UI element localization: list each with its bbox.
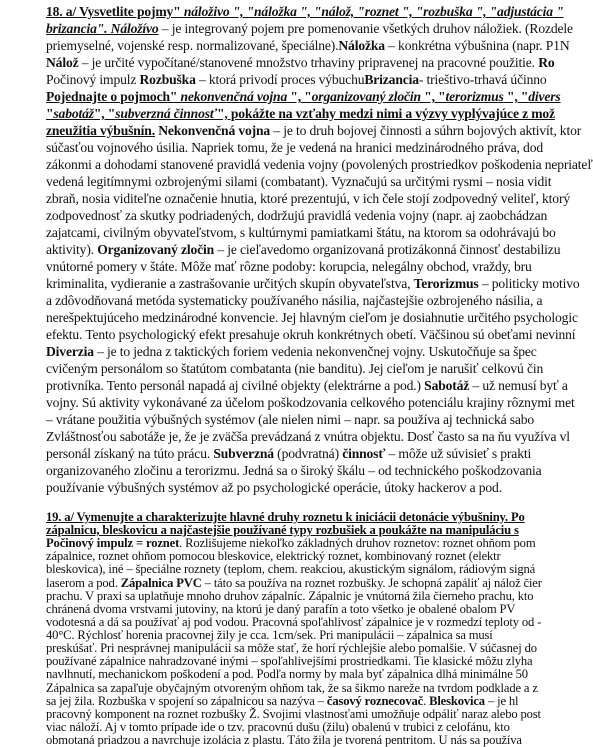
q18-line-28: organizovaného zločinu a terorizmu. Jedná sa o široký škálu – od technického poškodzovania bbox=[46, 463, 542, 478]
q18-line-19: nerešpektujúceho medzinárodné konvencie. Jej hlavným cieľom je dosiahnutie určitého psychologic bbox=[46, 310, 578, 325]
q18-line-2: brizancia". Náložívo – je integrovaný pojem pre pomenovanie všetkých druhov náložiek. (Rozdele bbox=[46, 21, 573, 36]
q18-line-21: Diverzia – je to jedna z taktických foriem vedenia nekonvenčnej vojny. Uskutočňuje sa špec bbox=[46, 344, 537, 359]
q18-line-15: aktivity). Organizovaný zločin – je cieľavedomo organizovaná protizákonná činnosť destabilizu bbox=[46, 242, 561, 257]
q18-subheading-line-1: Pojednajte o pojmoch" nekonvenčná vojna ", "organizovaný zločin ", "terorizmus ", "divers bbox=[46, 89, 561, 104]
q18-heading-line-1: 18. a/ Vysvetlite pojmy" náloživo ", "náložka ", "nálož, "roznet ", "rozbuška ", "adjustácia " bbox=[46, 4, 564, 19]
q18-line-13: zodpovednosť za skutky podriadených, dodržujú pravidlá vedenia vojny (napr. aj zaobchádzan bbox=[46, 208, 548, 223]
q19-line-10: 40°C. Rýchlosť horenia pracovnej žily je cca. 1cm/sek. Pri manipulácii – zápalnica sa musí bbox=[46, 628, 493, 643]
q19-line-3: Počinový impulz = roznet. Rozlišujeme niekoľko základných druhov roznetov: roznet ohňom pom bbox=[46, 536, 536, 551]
q18-line-23: protivníka. Tento personál napadá aj civilné objekty (elektrárne a pod.) Sabotáž – už nemusí byť a bbox=[46, 378, 568, 393]
q18-subheading-line-2: "sabotáž", "subverzná činnosť", pokážte na vzťahy medzi nimi a výzvy vyplývajúce z mož bbox=[46, 106, 555, 121]
q18-line-5: Počinový impulz Rozbuška – ktorá privodí proces výbuchuBrizancia- trieštivo-trhavá účinno bbox=[46, 72, 547, 87]
q19-line-15: sa jej žila. Rozbuška v spojení so zápalnicou sa nazýva – časový roznecovač. Bleskovica – je hl bbox=[46, 693, 519, 708]
q18-line-8: zneužitia výbušnín. Nekonvenčná vojna – je to druh bojovej činnosti a súhrn bojových aktivít, ktor bbox=[46, 123, 582, 138]
q19-line-18: obmotaná priadzou a navrchuje izolácia z plastu. Táto žila je tvorená pentritom. U nás sa používa bbox=[46, 733, 522, 747]
q18-line-4: Nálož – je určité vypočítané/stanovené množstvo trhaviny pripravenej na pracovné použitie. Ro bbox=[46, 55, 555, 70]
q19-line-16: pracovný komponent na roznet rozbušky Ž. Svojimi vlastnosťami umožňuje odpáliť naraz alebo post bbox=[46, 706, 541, 721]
q18-line-27: personál získaný na túto prácu. Subverzná (podvratná) činnosť – môže už súvisieť s prakti bbox=[46, 446, 532, 461]
q18-line-14: zajatcami, civilným obyvateľstvom, s kultúrnymi pamiatkami štátu, na ktorom sa odohrávajú bo bbox=[46, 225, 556, 240]
q19-line-5: bleskovica), iné – špeciálne roznety (teplom, chem. reakciou, akustickým signálom, rádiovým signá bbox=[46, 562, 536, 577]
q18-line-25: – vrátane použitia výbušných systémov (ale nielen nimi – napr. sa používa aj technická sabo bbox=[46, 412, 535, 427]
q19-line-7: prachu. V praxi sa uplatňuje mnoho druhov zápalníc. Zápalnic je vnútorná žila čierneho prachu, kto bbox=[46, 588, 534, 603]
q18-line-9: súčasťou vojnového úsilia. Napriek tomu, že je vedená na hranici medzinárodného práva, dod bbox=[46, 140, 543, 155]
q19-heading-line-2: zápalnicu, bleskovicu a najčastejšie používané typy rozbušiek a poukážte na manipuláciu s bbox=[46, 523, 519, 538]
q18-line-22: cvičeným personálom so štatútom combatanta (nie banditu). Jej cieľom je narušiť celkovú čin bbox=[46, 361, 544, 376]
q19-line-6: laserom a pod. Zápalnica PVC – táto sa používa na roznet rozbušky. Je schopná zapáliť aj nálož čier bbox=[46, 575, 542, 590]
q18-line-24: vojny. Sú aktivity vykonávané za účelom poškodzovania celkového potenciálu krajiny rôznymi met bbox=[46, 395, 575, 410]
q19-line-11: preskúšať. Pri nesprávnej manipulácii sa môže stať, že horí rýchlejšie alebo pomalšie. V súčasnej do bbox=[46, 641, 537, 656]
q18-line-3: priemyselné, vojenské resp. normalizované, špeciálne).Náložka – konkrétna výbušnina (napr. P1N bbox=[46, 38, 570, 53]
q19-line-14: Zápalnica sa zapaľuje obyčajným otvoreným ohňom tak, že sa šikmo nareže na tvrdom podklade a z bbox=[46, 680, 538, 695]
q19-line-17: viac náloží. Aj v tomto prípade ide o tzv. pracovnú dušu (žilu) obalenú v trubici z celofánu, kto bbox=[46, 719, 510, 734]
q19-line-13: navlhnutí, mechanickom poškodení a pod. Podľa normy by mala byť zápalnica dlhá minimálne 50 bbox=[46, 667, 528, 682]
q18-line-11: vedená legitímnymi ozbrojenými silami (combatant). Vyznačujú sa určitými rysmi – nosia vidit bbox=[46, 174, 552, 189]
q19-heading-line-1: 19. a/ Vymenujte a charakterizujte hlavné druhy roznetu k iniciácii detonácie výbušniny. Po bbox=[46, 510, 525, 524]
q19-line-12: používané zápalnice nahradzované inými – spoľahlivejšími prostriedkami. Tie klasické môžu zlyha bbox=[46, 654, 533, 669]
q18-line-18: a zdôvodňovaná metóda systematicky používaného násilia, najčastejšie ozbrojeného násilia, a bbox=[46, 293, 543, 308]
q18-line-12: zbraň, nosia viditeľne označenie hnutia, ktoré prezentujú, v ich čele stojí zodpovedný veliteľ, ktorý bbox=[46, 191, 570, 206]
q19-line-9: vodotesná a dá sa používať aj pod vodou. Pracovná spoľahlivosť zápalnice je v rozmedzí teploty od - bbox=[46, 614, 542, 629]
q18-line-26: Zvláštnosťou sabotáže je, že je zväčša prevádzaná z vnútra objektu. Dosť často sa na ňu využíva vl bbox=[46, 429, 570, 444]
q18-line-16: vnútorné pomery v štáte. Môže mať rôzne podoby: korupcia, nelegálny obchod, vraždy, bru bbox=[46, 259, 532, 274]
q19-line-8: chránená dvoma vrstvami jutoviny, na ktorú je daný parafín a toto všetko je obalené obalom PV bbox=[46, 601, 516, 616]
q18-line-17: kriminalita, vydieranie a zastrašovanie určitých skupín obyvateľstva, Terorizmus – politicky motivo bbox=[46, 276, 580, 291]
q18-line-20: efektu. Tento psychologický efekt presahuje okruh konkrétnych obetí. Väčšinou sú obeťami nevinní bbox=[46, 327, 576, 342]
q18-line-29: používanie výbušných systémov až po psychologické operácie, útoky hackerov a pod. bbox=[46, 480, 502, 495]
q19-line-4: zápalnice, roznet ohňom pomocou bleskovice, elektrický roznet, kombinovaný roznet (elektr bbox=[46, 549, 501, 564]
q18-line-10: zákonmi a dohodami stanovené pravidlá vedenia vojny (povolených prostriedkov poškodenia nepriateľ bbox=[46, 157, 593, 172]
